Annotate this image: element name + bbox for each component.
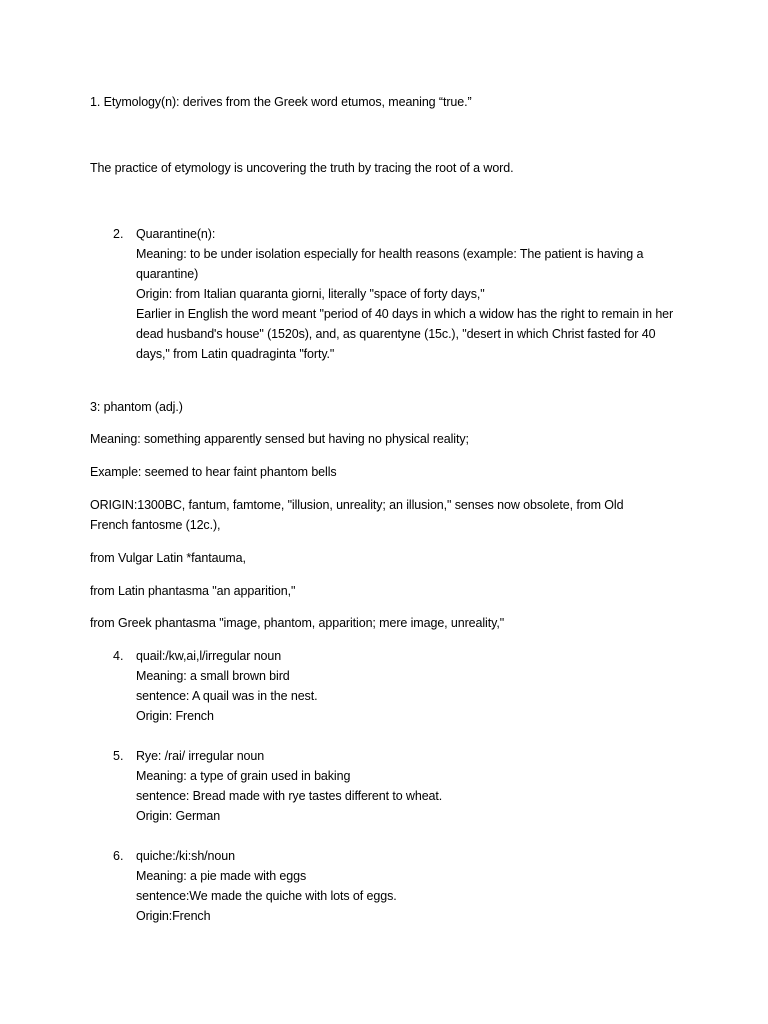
quiche-number: 6. <box>113 849 124 863</box>
phantom-vulgar-latin: from Vulgar Latin *fantauma, <box>90 551 246 565</box>
quail-number: 4. <box>113 649 124 663</box>
rye-term: Rye: /rai/ irregular noun <box>136 749 265 763</box>
quarantine-origin: Origin: from Italian quaranta giorni, literally "space of forty days," <box>136 287 485 301</box>
quiche-origin: Origin:French <box>136 909 211 923</box>
rye-number: 5. <box>113 749 124 763</box>
quarantine-meaning: Meaning: to be under isolation especially for health reasons (example: The patient is having a quarantine) <box>136 247 644 281</box>
phantom-origin: ORIGIN:1300BC, fantum, famtome, "illusion, unreality; an illusion," senses now obsolete, from Old French fantosme (12c.), <box>90 498 624 532</box>
phantom-heading: 3: phantom (adj.) <box>90 400 183 414</box>
phantom-example: Example: seemed to hear faint phantom bells <box>90 465 337 479</box>
quail-sentence: sentence: A quail was in the nest. <box>136 689 318 703</box>
quarantine-entry <box>136 224 681 364</box>
quail-origin: Origin: French <box>136 709 214 723</box>
rye-sentence: sentence: Bread made with rye tastes different to wheat. <box>136 789 443 803</box>
rye-origin: Origin: German <box>136 809 221 823</box>
rye-meaning: Meaning: a type of grain used in baking <box>136 769 351 783</box>
etymology-practice: The practice of etymology is uncovering the truth by tracing the root of a word. <box>90 161 514 175</box>
quail-term: quail:/kw,ai,l/irregular noun <box>136 649 282 663</box>
quarantine-number: 2. <box>113 227 124 241</box>
quiche-sentence: sentence:We made the quiche with lots of eggs. <box>136 889 397 903</box>
phantom-meaning: Meaning: something apparently sensed but having no physical reality; <box>90 432 469 446</box>
phantom-greek: from Greek phantasma "image, phantom, apparition; mere image, unreality," <box>90 616 505 630</box>
quail-entry <box>136 646 681 726</box>
etymology-definition: 1. Etymology(n): derives from the Greek word etumos, meaning “true.” <box>90 95 472 109</box>
quarantine-term: Quarantine(n): <box>136 227 216 241</box>
rye-entry <box>136 746 681 826</box>
quail-meaning: Meaning: a small brown bird <box>136 669 290 683</box>
quiche-term: quiche:/ki:sh/noun <box>136 849 235 863</box>
quiche-entry <box>136 846 681 926</box>
quarantine-earlier-meaning: Earlier in English the word meant "period of 40 days in which a widow has the right to remain in her dead husband's house" (1520s), and, as quarentyne (15c.), "desert in which Christ fasted for 40 days," from Latin quadraginta "forty." <box>136 307 674 361</box>
phantom-latin: from Latin phantasma "an apparition," <box>90 584 296 598</box>
quiche-meaning: Meaning: a pie made with eggs <box>136 869 307 883</box>
